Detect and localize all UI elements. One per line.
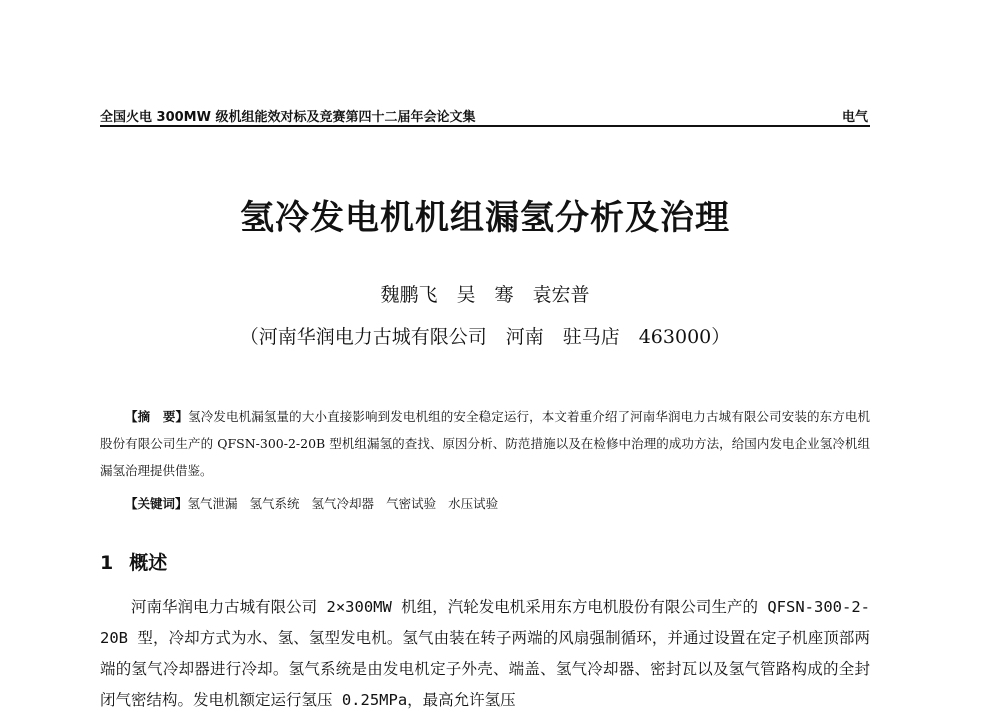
keywords xyxy=(100,490,870,517)
section-label: 电气 xyxy=(841,110,868,125)
section-title: 概述 xyxy=(129,552,168,574)
journal-name: 全国火电 300MW 级机组能效对标及竞赛第四十二届年会论文集 xyxy=(100,110,476,125)
paper-affiliation: （河南华润电力古城有限公司 河南 驻马店 463000） xyxy=(239,326,731,348)
abstract-text: 氢冷发电机漏氢量的大小直接影响到发电机组的安全稳定运行，本文着重介绍了河南华润电力古城有限公司安装的东方电机股份有限公司生产的 QFSN-300-2-20B 型机组漏氢的查找、原因分析、防范措施以及在检修中治理的成功方法，给国内发电企业氢冷机组漏氢治理提供借鉴。 xyxy=(100,409,870,478)
keywords-label: 【关键词】 xyxy=(125,496,188,511)
keyword: 水压试验 xyxy=(448,496,499,511)
paper-authors: 魏鹏飞 吴 骞 袁宏普 xyxy=(380,284,590,306)
keyword: 氢气冷却器 xyxy=(311,496,375,511)
section-heading xyxy=(100,548,167,575)
keyword: 气密试验 xyxy=(386,496,437,511)
abstract xyxy=(100,403,870,484)
section-number: 1 xyxy=(100,552,114,574)
abstract-label: 【摘 要】 xyxy=(125,409,189,424)
keyword: 氢气系统 xyxy=(249,496,300,511)
header-rule xyxy=(100,125,870,127)
running-header xyxy=(100,106,870,126)
keyword: 氢气泄漏 xyxy=(187,496,238,511)
body-paragraph: 河南华润电力古城有限公司 2×300MW 机组，汽轮发电机采用东方电机股份有限公司生产的 QFSN-300-2-20B 型，冷却方式为水、氢、氢型发电机。氢气由装在转子两端的风扇强制循环，并通过设置在定子机座顶部两端的氢气冷却器进行冷却。氢气系统是由发电机定子外壳、端盖、氢气冷却器、密封瓦以及氢气管路构成的全封闭气密结构。发电机额定运行氢压 0.25MPa，最高允许氢压 xyxy=(100,598,870,709)
paper-title: 氢冷发电机机组漏氢分析及治理 xyxy=(240,198,730,238)
